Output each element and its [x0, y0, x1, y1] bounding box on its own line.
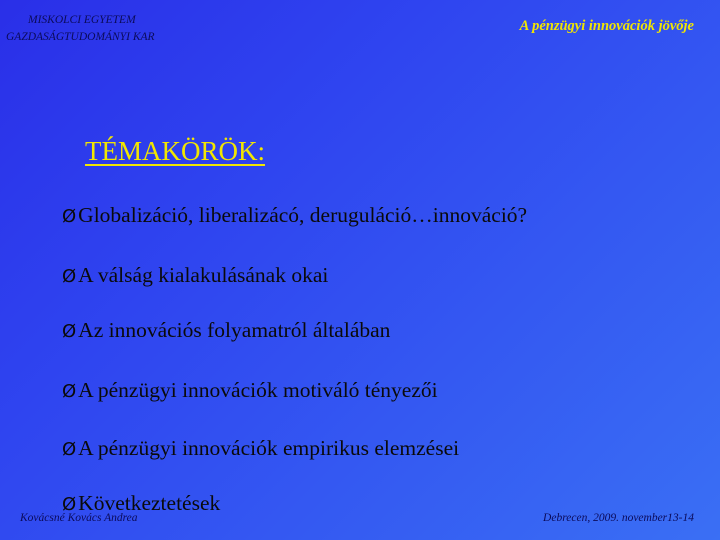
author-name: Kovácsné Kovács Andrea — [20, 512, 138, 524]
arrow-bullet-icon: Ø — [62, 439, 77, 460]
arrow-bullet-icon: Ø — [62, 321, 77, 342]
institution-header — [6, 12, 155, 46]
list-item-text: Az innovációs folyamatról általában — [78, 318, 391, 342]
list-item — [62, 436, 459, 461]
list-item-text: A válság kialakulásának okai — [78, 263, 329, 287]
institution-line-1: MISKOLCI EGYETEM — [28, 14, 136, 26]
presentation-title: A pénzügyi innovációk jövője — [519, 18, 694, 34]
section-title: TÉMAKÖRÖK: — [85, 136, 265, 166]
arrow-bullet-icon: Ø — [62, 494, 77, 515]
list-item — [62, 203, 527, 228]
list-item — [62, 378, 438, 403]
arrow-bullet-icon: Ø — [62, 381, 77, 402]
arrow-bullet-icon: Ø — [62, 206, 77, 227]
list-item-text: Globalizáció, liberalizácó, deruguláció…innováció? — [78, 203, 528, 227]
institution-line-2: GAZDASÁGTUDOMÁNYI KAR — [6, 31, 155, 43]
list-item — [62, 318, 390, 343]
list-item-text: Következtetések — [78, 491, 221, 515]
arrow-bullet-icon: Ø — [62, 266, 77, 287]
list-item-text: A pénzügyi innovációk empirikus elemzései — [78, 436, 460, 460]
list-item — [62, 263, 328, 288]
place-date: Debrecen, 2009. november13-14 — [543, 512, 694, 524]
list-item-text: A pénzügyi innovációk motiváló tényezői — [78, 378, 438, 402]
